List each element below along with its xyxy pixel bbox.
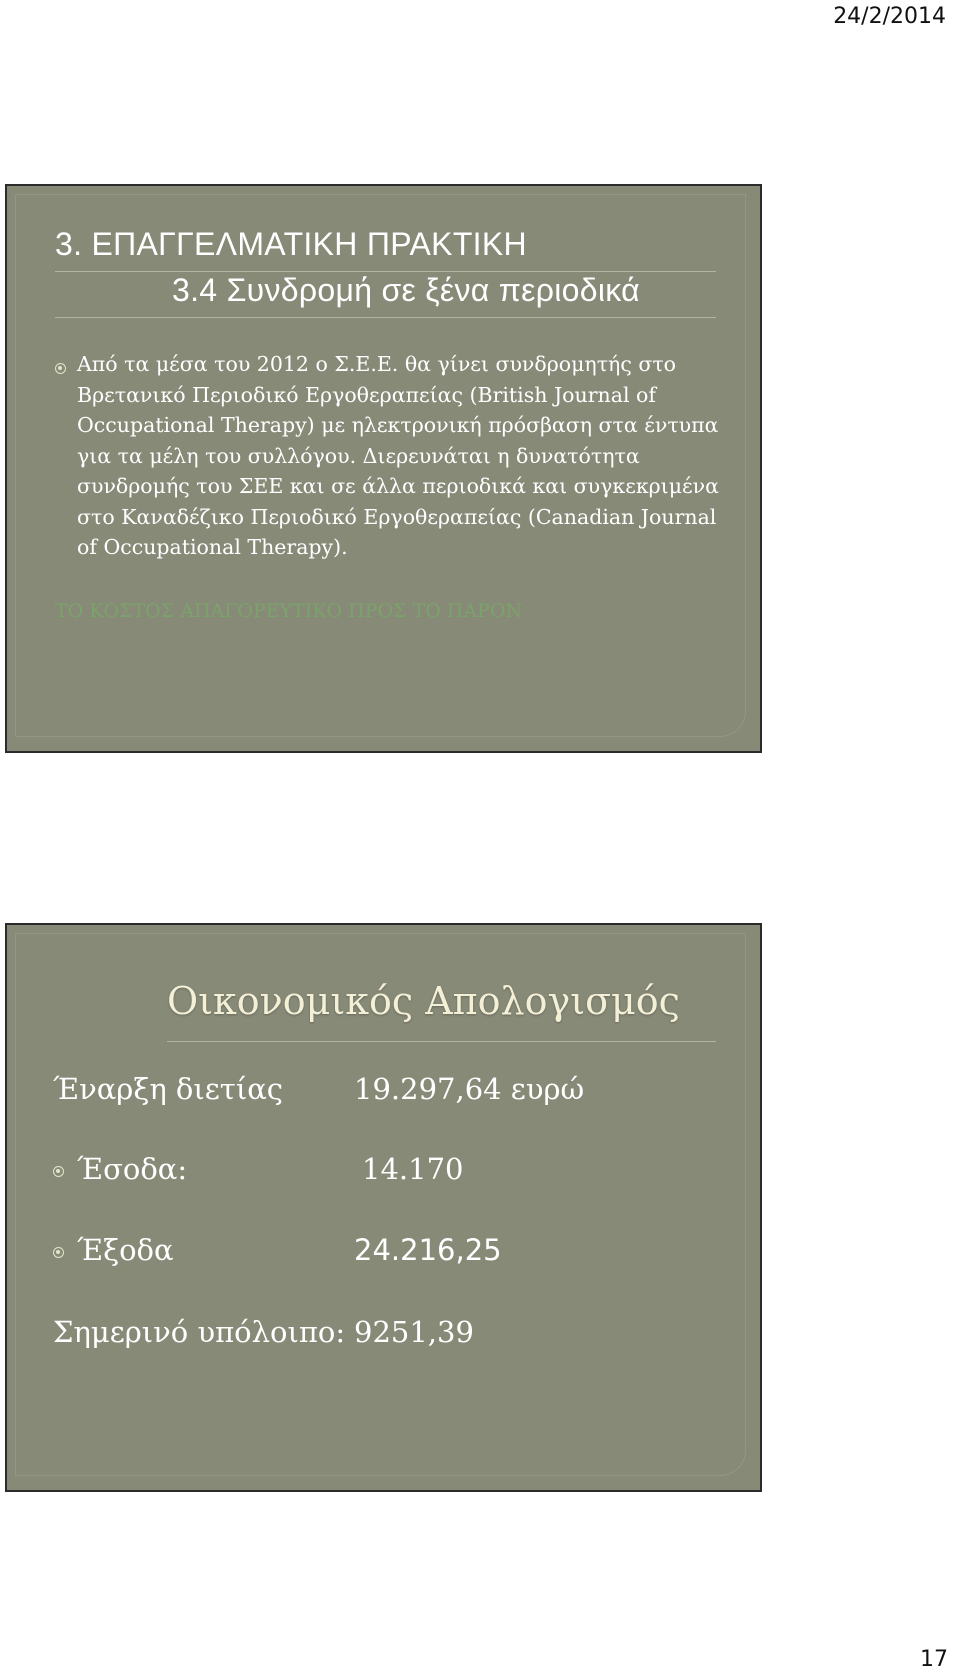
- page-number: 17: [920, 1647, 948, 1672]
- slide-subtitle: 3.4 Συνδρομή σε ξένα περιοδικά: [172, 272, 640, 308]
- slide-professional-practice: [5, 184, 762, 753]
- title-divider: [167, 1041, 716, 1042]
- current-balance-value: 9251,39: [354, 1315, 474, 1349]
- page-date: 24/2/2014: [833, 4, 946, 29]
- expenses-value: 24.216,25: [354, 1233, 502, 1267]
- income-label: Έσοδα:: [77, 1152, 188, 1186]
- cost-note: ΤΟ ΚΟΣΤΟΣ ΑΠΑΓΟΡΕΥΤΙΚΟ ΠΡΟΣ ΤΟ ΠΑΡΟΝ: [55, 600, 523, 622]
- opening-balance-value: 19.297,64 ευρώ: [354, 1072, 585, 1106]
- bullet-icon: [53, 1247, 64, 1258]
- bullet-icon: [55, 363, 66, 374]
- journal-subscription-text: Από τα μέσα του 2012 ο Σ.Ε.Ε. θα γίνει συνδρομητής στο Βρετανικό Περιοδικό Εργοθεραπείας (British Journal of Occupational Therapy) με ηλεκτρονική πρόσβαση στα έντυπα για τα μέλη του συλλόγου. Διερευνάται η δυνατότητα συνδρομής του ΣΕΕ και σε άλλα περιοδικά και συγκεκριμένα στο Καναδέζικο Περιοδικό Εργοθεραπείας (Canadian Journal of Occupational Therapy).: [77, 352, 719, 559]
- slide-title: Οικονομικός Απολογισμός: [167, 979, 680, 1023]
- slide-financial-report: [5, 923, 762, 1492]
- subtitle-divider: [55, 317, 716, 318]
- income-value: 14.170: [362, 1152, 464, 1186]
- opening-balance-label: Έναρξη διετίας: [53, 1072, 284, 1106]
- current-balance-label: Σημερινό υπόλοιπο:: [53, 1315, 346, 1349]
- expenses-label: Έξοδα: [77, 1233, 174, 1267]
- bullet-icon: [53, 1166, 64, 1177]
- slide-title: 3. ΕΠΑΓΓΕΛΜΑΤΙΚΗ ΠΡΑΚΤΙΚΗ: [55, 226, 527, 262]
